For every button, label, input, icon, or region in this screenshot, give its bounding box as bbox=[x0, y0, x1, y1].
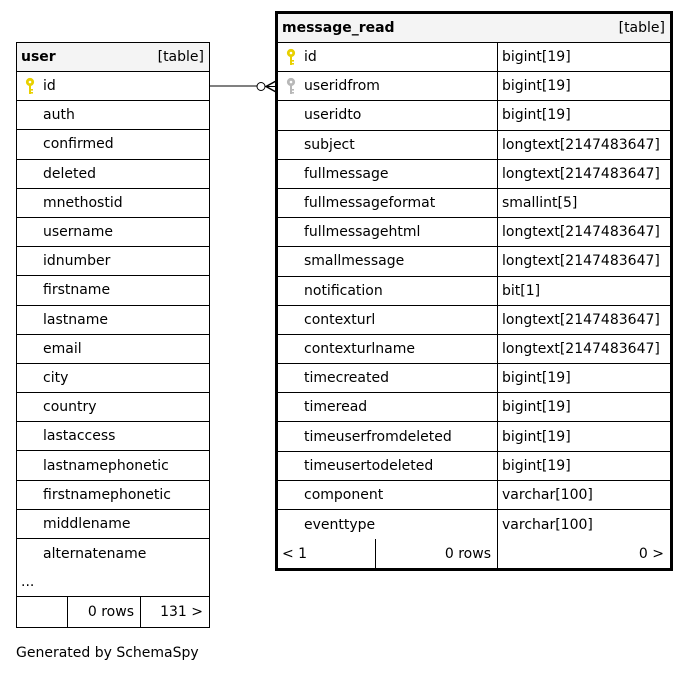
column-name-label: fullmessageformat bbox=[304, 195, 436, 212]
column-name-label: lastnamephonetic bbox=[43, 457, 169, 474]
column-type: bigint[19] bbox=[502, 457, 571, 474]
column-type: bigint[19] bbox=[502, 78, 571, 95]
message-read-table-kind: [table] bbox=[618, 20, 665, 36]
column-type: bit[1] bbox=[502, 282, 541, 299]
column-type: bigint[19] bbox=[502, 370, 571, 387]
column-type: longtext[2147483647] bbox=[502, 311, 660, 328]
column-name-label: country bbox=[43, 399, 97, 416]
user-table-kind: [table] bbox=[157, 49, 204, 65]
column-name-label: eventtype bbox=[304, 516, 376, 533]
column-type: smallint[5] bbox=[502, 195, 578, 212]
message-read-footer-rows: 0 rows bbox=[376, 539, 498, 568]
column-name-label: smallmessage bbox=[304, 253, 405, 270]
column-name-label: id bbox=[43, 78, 56, 95]
column-type: longtext[2147483647] bbox=[502, 224, 660, 241]
user-footer-rows: 0 rows bbox=[68, 597, 141, 626]
column-type: bigint[19] bbox=[502, 49, 571, 66]
column-name-label: deleted bbox=[43, 165, 96, 182]
column-name-label: timeread bbox=[304, 399, 368, 416]
column-name-label: useridto bbox=[304, 107, 362, 124]
column-name-label: middlename bbox=[43, 515, 131, 532]
column-type: bigint[19] bbox=[502, 399, 571, 416]
column-type: varchar[100] bbox=[502, 516, 593, 533]
column-type: bigint[19] bbox=[502, 428, 571, 445]
column-name-label: lastaccess bbox=[43, 428, 116, 445]
column-name-label: contexturl bbox=[304, 311, 376, 328]
column-name-label: subject bbox=[304, 136, 355, 153]
user-footer-children[interactable]: 131 > bbox=[160, 603, 203, 620]
column-name-label: city bbox=[43, 369, 69, 386]
column-type: varchar[100] bbox=[502, 486, 593, 503]
column-name-label: fullmessage bbox=[304, 165, 389, 182]
message-read-footer-parents[interactable]: < 1 bbox=[278, 539, 376, 568]
column-name-label: firstnamephonetic bbox=[43, 486, 171, 503]
column-type: longtext[2147483647] bbox=[502, 340, 660, 357]
column-type: bigint[19] bbox=[502, 107, 571, 124]
column-name-label: notification bbox=[304, 282, 383, 299]
column-name-label: timecreated bbox=[304, 370, 389, 387]
generated-by-label: Generated by SchemaSpy bbox=[16, 645, 199, 661]
column-name-label: contexturlname bbox=[304, 340, 415, 357]
column-type: longtext[2147483647] bbox=[502, 253, 660, 270]
column-name-label: lastname bbox=[43, 311, 108, 328]
column-name-label: username bbox=[43, 224, 113, 241]
column-name-label: timeusertodeleted bbox=[304, 457, 434, 474]
column-name-label: email bbox=[43, 340, 82, 357]
column-name-label: auth bbox=[43, 107, 75, 124]
column-type: longtext[2147483647] bbox=[502, 165, 660, 182]
user-table-ellipsis: ... bbox=[21, 574, 35, 591]
column-name-label: alternatename bbox=[43, 545, 147, 562]
message-read-footer-children: 0 > bbox=[638, 545, 664, 562]
zero-optional-marker bbox=[257, 83, 265, 91]
column-name-label: mnethostid bbox=[43, 194, 123, 211]
column-name-label: useridfrom bbox=[304, 78, 380, 95]
user-table-name[interactable]: user bbox=[21, 49, 56, 65]
column-name-label: confirmed bbox=[43, 136, 114, 153]
column-name-label: fullmessagehtml bbox=[304, 224, 421, 241]
column-name-label: idnumber bbox=[43, 253, 111, 270]
column-name-label: id bbox=[304, 49, 317, 66]
column-name-label: firstname bbox=[43, 282, 111, 299]
message-read-table-name[interactable]: message_read bbox=[282, 20, 395, 36]
column-name-label: component bbox=[304, 486, 384, 503]
column-name-label: timeuserfromdeleted bbox=[304, 428, 452, 445]
column-type: longtext[2147483647] bbox=[502, 136, 660, 153]
